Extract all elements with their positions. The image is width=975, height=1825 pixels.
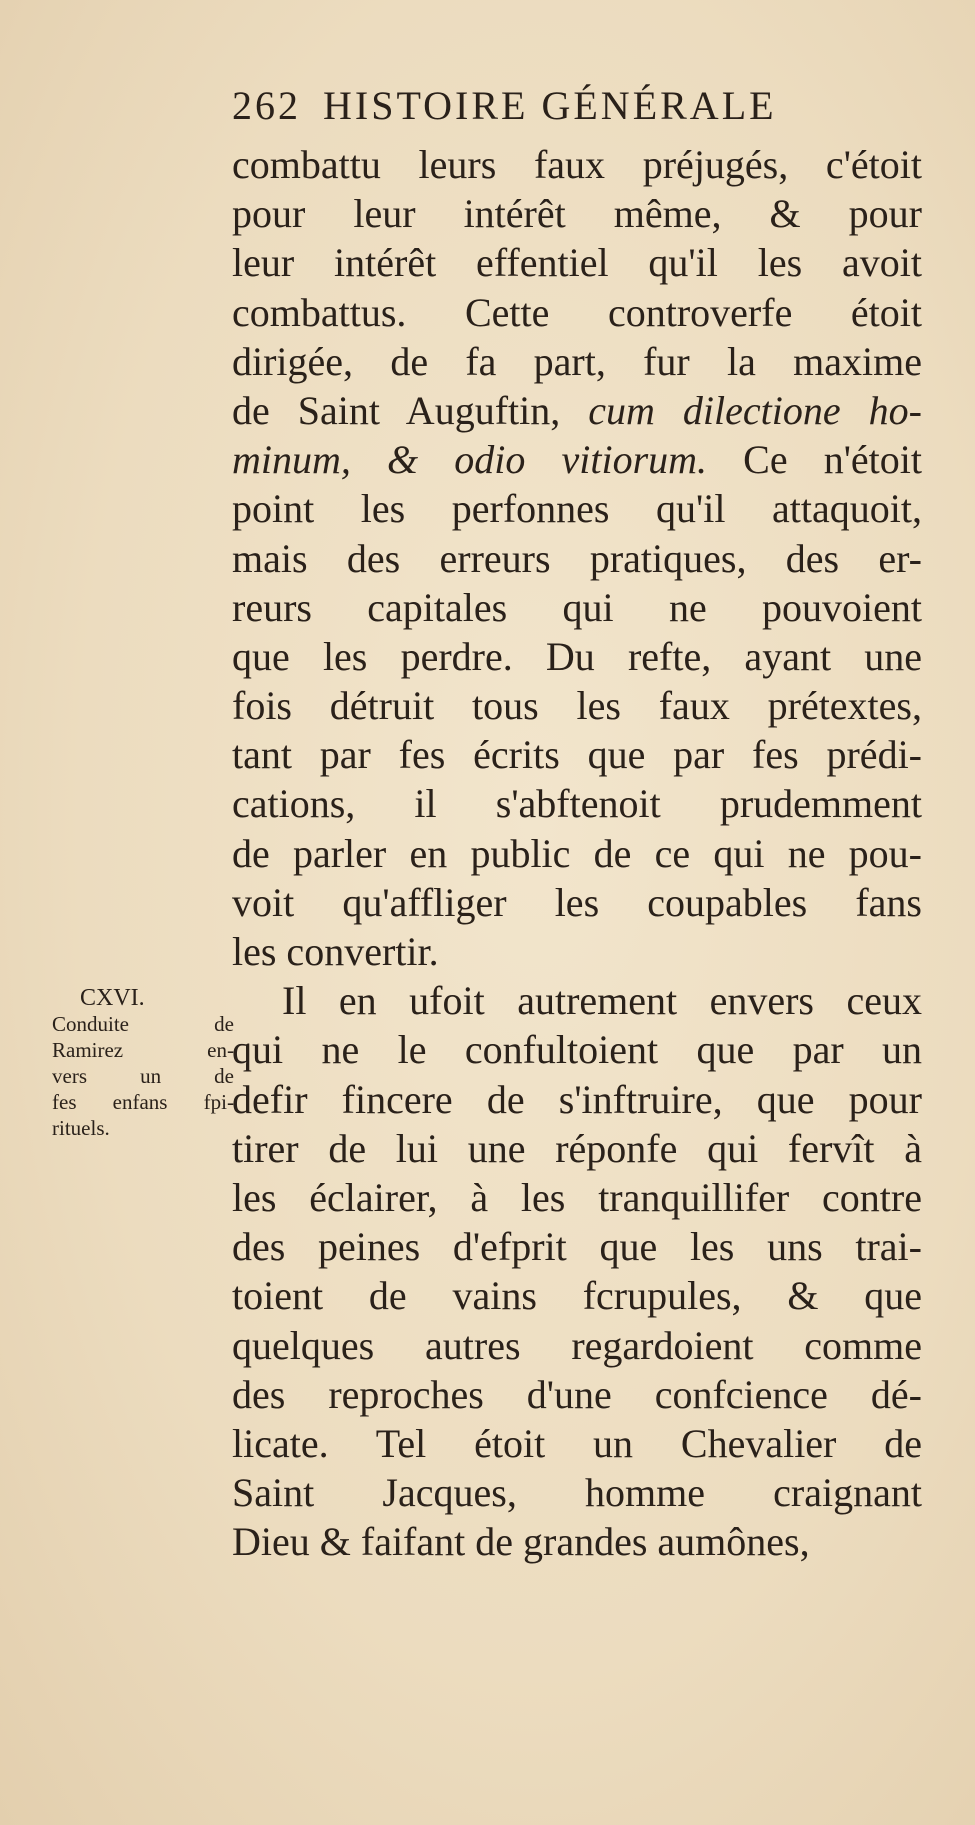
text-line <box>232 1222 922 1271</box>
text-line <box>232 140 922 189</box>
margin-note-line: rituels. <box>52 1116 110 1140</box>
text-span: pour leur intérêt même, & pour <box>232 191 922 237</box>
margin-note <box>52 985 234 1141</box>
text-span: Il en ufoit autrement envers ceux <box>282 978 922 1024</box>
running-title: HISTOIRE GÉNÉRALE <box>323 83 777 128</box>
text-line <box>232 337 922 386</box>
text-line <box>232 779 922 828</box>
text-span: licate. Tel étoit un Chevalier de <box>232 1420 922 1466</box>
text-span: combattu leurs faux préjugés, c'étoit <box>232 142 922 187</box>
text-span: des reproches d'une confcience dé- <box>232 1371 922 1417</box>
text-line <box>232 238 922 287</box>
text-line <box>232 927 922 976</box>
text-span: que les perdre. Du refte, ayant une <box>232 633 922 679</box>
text-span: les convertir. <box>232 929 439 974</box>
text-line <box>232 1271 922 1320</box>
text-span: qui ne le confultoient que par un <box>232 1027 922 1073</box>
running-header <box>232 82 872 132</box>
margin-note-line: fes enfans fpi- <box>52 1090 234 1114</box>
text-span: toient de vains fcrupules, & que <box>232 1273 922 1319</box>
text-span: dirigée, de fa part, fur la maxime <box>232 338 922 384</box>
text-span: cations, il s'abftenoit prudemment <box>232 781 922 827</box>
text-line <box>232 878 922 927</box>
text-span: combattus. Cette controverfe étoit <box>232 289 922 335</box>
text-span: reurs capitales qui ne pouvoient <box>232 584 922 630</box>
text-line <box>232 1025 922 1074</box>
text-line <box>232 976 922 1025</box>
text-span: defir fincere de s'inftruire, que pour <box>232 1076 922 1122</box>
text-line <box>232 386 922 435</box>
italic-span: cum dilectione ho- <box>588 387 922 433</box>
text-line <box>232 1321 922 1370</box>
text-span: voit qu'affliger les coupables fans <box>232 879 922 925</box>
text-line <box>232 1419 922 1468</box>
text-line <box>232 1370 922 1419</box>
text-line <box>232 829 922 878</box>
text-line <box>232 1124 922 1173</box>
italic-span: minum, & odio vitiorum. <box>232 437 708 483</box>
text-span: Saint Jacques, homme craignant <box>232 1470 922 1516</box>
page-number: 262 <box>232 83 301 128</box>
text-line <box>232 1468 922 1517</box>
text-span: Ce n'étoit <box>707 437 923 483</box>
text-line <box>232 288 922 337</box>
text-line <box>232 1173 922 1222</box>
text-span: de parler en public de ce qui ne pou- <box>232 830 922 876</box>
text-line <box>232 534 922 583</box>
margin-note-line: Conduite de <box>52 1012 234 1036</box>
text-span: leur intérêt effentiel qu'il les avoit <box>232 240 922 286</box>
text-span: mais des erreurs pratiques, des er- <box>232 535 922 581</box>
text-span: tant par fes écrits que par fes prédi- <box>232 732 922 778</box>
text-span: quelques autres regardoient comme <box>232 1322 922 1368</box>
text-span: les éclairer, à les tranquillifer contre <box>232 1174 922 1220</box>
text-line <box>232 730 922 779</box>
margin-note-line: vers un de <box>52 1064 234 1088</box>
text-line <box>232 1517 922 1566</box>
text-span: de Saint Auguftin, <box>232 387 589 433</box>
body-text <box>232 140 922 1566</box>
text-span: des peines d'efprit que les uns trai- <box>232 1224 922 1270</box>
text-line <box>232 189 922 238</box>
text-span: Dieu & faifant de grandes aumônes, <box>232 1519 810 1565</box>
margin-note-line: Ramirez en- <box>52 1038 234 1062</box>
text-line <box>232 583 922 632</box>
text-line <box>232 1075 922 1124</box>
text-span: tirer de lui une réponfe qui fervît à <box>232 1125 922 1171</box>
text-line <box>232 681 922 730</box>
text-span: fois détruit tous les faux prétextes, <box>232 683 922 729</box>
text-line <box>232 632 922 681</box>
text-line <box>232 435 922 484</box>
margin-note-line: CXVI. <box>80 985 145 1011</box>
text-line <box>232 484 922 533</box>
text-span: point les perfonnes qu'il attaquoit, <box>232 486 922 532</box>
